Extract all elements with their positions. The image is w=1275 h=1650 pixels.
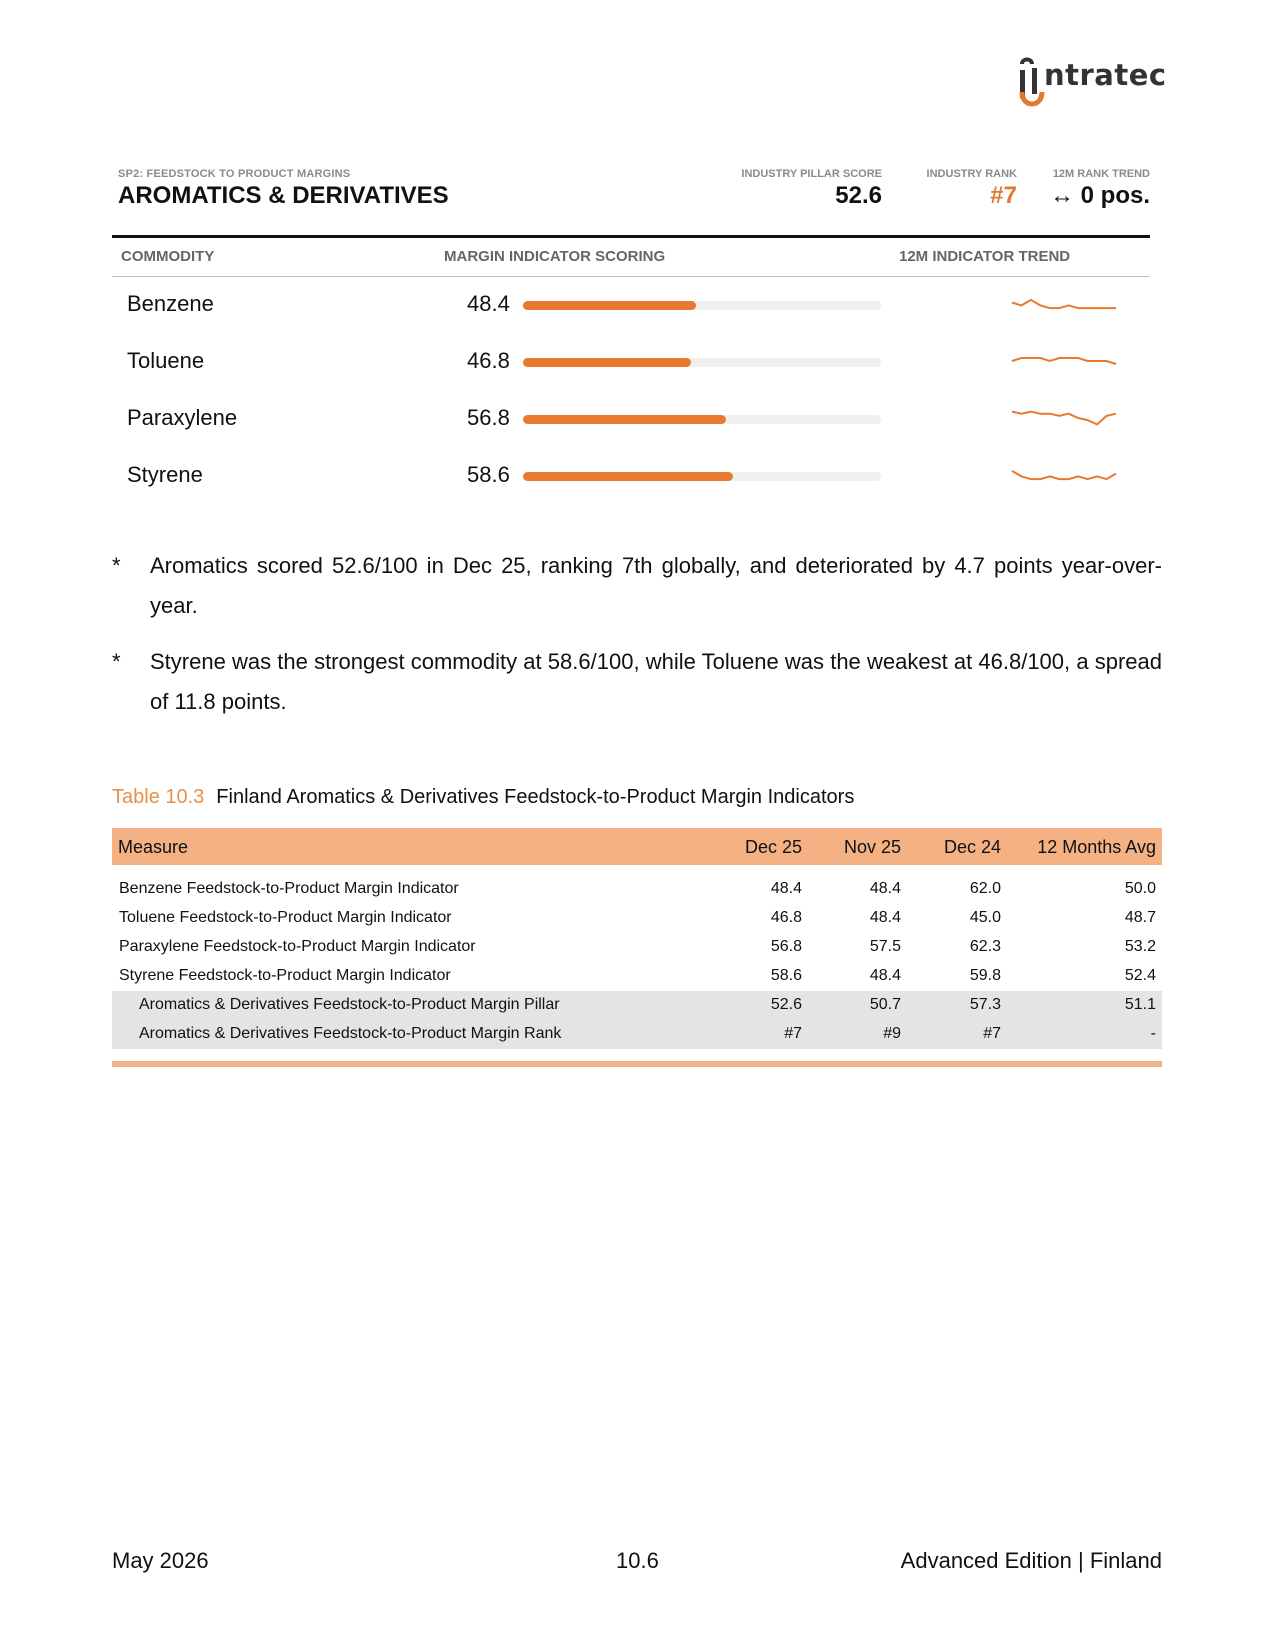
- pillar-title: AROMATICS & DERIVATIVES: [118, 182, 449, 209]
- measure-cell: Paraxylene Feedstock-to-Product Margin Indicator: [119, 938, 476, 955]
- commodity-name: Paraxylene: [127, 405, 238, 430]
- sparkline-line: [1012, 412, 1116, 425]
- trend-sparkline: [1009, 401, 1119, 435]
- table-bottom-rule: [112, 1061, 1162, 1067]
- measure-cell: Toluene Feedstock-to-Product Margin Indicator: [119, 909, 452, 926]
- trend-column-header: 12M INDICATOR TREND: [899, 248, 1071, 265]
- commodity-score: 48.4: [467, 291, 510, 316]
- summary-row-pillar: [112, 991, 1162, 1020]
- table-title: Finland Aromatics & Derivatives Feedstock-to-Product Margin Indicators: [216, 786, 855, 808]
- measure-cell: Styrene Feedstock-to-Product Margin Indicator: [119, 967, 451, 984]
- score-bar-track: [523, 415, 881, 424]
- commodity-row: [112, 283, 1150, 323]
- footer-edition: Advanced Edition | Finland: [900, 1548, 1162, 1573]
- rank-value: #7: [990, 182, 1017, 209]
- dec24-cell: #7: [983, 1025, 1001, 1042]
- commodity-column-header: COMMODITY: [121, 248, 215, 265]
- rank-label: INDUSTRY RANK: [926, 168, 1017, 180]
- sparkline-line: [1012, 471, 1116, 479]
- table-row: [112, 962, 1162, 991]
- bullet-mark: *: [112, 553, 121, 578]
- score-bar-track: [523, 301, 881, 310]
- dec25-cell: 48.4: [770, 880, 802, 897]
- commodity-score: 46.8: [467, 348, 510, 373]
- sparkline-line: [1012, 300, 1116, 308]
- table-header-row: [112, 828, 1162, 865]
- measure-cell: Aromatics & Derivatives Feedstock-to-Product Margin Rank: [139, 1025, 562, 1042]
- table-row: [112, 933, 1162, 962]
- nov25-cell: 48.4: [869, 909, 901, 926]
- scoring-header-divider: [112, 276, 1150, 277]
- finding-text: Styrene was the strongest commodity at 58.6/100, while Toluene was the weakest at 46.8/100, a spread of 11.8 points.: [150, 649, 1162, 714]
- commodity-row: [112, 454, 1150, 494]
- commodity-name: Styrene: [127, 462, 203, 487]
- score-bar-fill: [523, 301, 696, 310]
- logo-text: ntratec: [1044, 58, 1167, 92]
- dec24-cell: 62.0: [969, 880, 1001, 897]
- commodity-row: [112, 397, 1150, 437]
- dec25-cell: 56.8: [770, 938, 802, 955]
- nov25-cell: 50.7: [869, 996, 901, 1013]
- intratec-logo: [1018, 56, 1166, 112]
- footer-date: May 2026: [112, 1548, 209, 1573]
- score-bar-fill: [523, 358, 691, 367]
- column-header-dec24: Dec 24: [943, 837, 1001, 857]
- dec24-cell: 45.0: [969, 909, 1001, 926]
- score-bar-track: [523, 358, 881, 367]
- table-number: Table 10.3: [112, 786, 205, 808]
- commodity-score: 56.8: [467, 405, 510, 430]
- nov25-cell: #9: [883, 1025, 901, 1042]
- nov25-cell: 57.5: [869, 938, 901, 955]
- dec25-cell: #7: [784, 1025, 802, 1042]
- column-header-nov25: Nov 25: [843, 837, 901, 857]
- pillar-kicker: SP2: FEEDSTOCK TO PRODUCT MARGINS: [118, 168, 351, 180]
- score-value: 52.6: [835, 182, 882, 209]
- avg-cell: 53.2: [1124, 938, 1156, 955]
- header-divider: [112, 235, 1150, 238]
- sparkline-line: [1012, 358, 1116, 364]
- measure-cell: Aromatics & Derivatives Feedstock-to-Product Margin Pillar: [139, 996, 560, 1013]
- key-findings: [112, 546, 1162, 738]
- avg-cell: 50.0: [1124, 880, 1156, 897]
- column-header-measure: Measure: [118, 837, 189, 857]
- finding-text: Aromatics scored 52.6/100 in Dec 25, ranking 7th globally, and deteriorated by 4.7 points year-over-year.: [150, 553, 1162, 618]
- score-bar-fill: [523, 415, 726, 424]
- measure-cell: Benzene Feedstock-to-Product Margin Indicator: [119, 880, 459, 897]
- score-label: INDUSTRY PILLAR SCORE: [741, 168, 882, 180]
- trend-sparkline: [1009, 458, 1119, 492]
- table-row: [112, 875, 1162, 904]
- finding-item: [112, 546, 1162, 626]
- avg-cell: 48.7: [1124, 909, 1156, 926]
- dec25-cell: 58.6: [770, 967, 802, 984]
- nov25-cell: 48.4: [869, 880, 901, 897]
- scoring-column-header: MARGIN INDICATOR SCORING: [444, 248, 666, 265]
- avg-cell: -: [1150, 1025, 1156, 1042]
- trend-value: ↔ 0 pos.: [1049, 182, 1150, 209]
- rank-trend: [1050, 168, 1150, 210]
- trend-sparkline: [1009, 287, 1119, 321]
- score-bar-track: [523, 472, 881, 481]
- avg-cell: 51.1: [1124, 996, 1156, 1013]
- trend-label: 12M RANK TREND: [1052, 168, 1150, 180]
- table-body: [112, 875, 1162, 1049]
- commodity-row: [112, 340, 1150, 380]
- bullet-mark: *: [112, 649, 121, 674]
- avg-cell: 52.4: [1124, 967, 1156, 984]
- industry-pillar-score: [741, 168, 882, 210]
- commodity-score: 58.6: [467, 462, 510, 487]
- nov25-cell: 48.4: [869, 967, 901, 984]
- dec24-cell: 59.8: [969, 967, 1001, 984]
- dec25-cell: 46.8: [770, 909, 802, 926]
- dec25-cell: 52.6: [770, 996, 802, 1013]
- commodity-name: Benzene: [127, 291, 214, 316]
- score-bar-fill: [523, 472, 733, 481]
- pillar-header: [112, 168, 1150, 234]
- column-header-12m-avg: 12 Months Avg: [1037, 837, 1156, 857]
- footer-page-number: 10.6: [616, 1548, 659, 1573]
- trend-sparkline: [1009, 344, 1119, 378]
- commodity-name: Toluene: [127, 348, 205, 373]
- finding-item: [112, 642, 1162, 722]
- margin-indicators-table: [112, 828, 1162, 1067]
- dec24-cell: 57.3: [969, 996, 1001, 1013]
- table-row: [112, 904, 1162, 933]
- column-header-dec25: Dec 25: [744, 837, 802, 857]
- industry-rank: [927, 168, 1017, 210]
- dec24-cell: 62.3: [969, 938, 1001, 955]
- table-caption: [112, 786, 854, 809]
- summary-row-rank: [112, 1020, 1162, 1049]
